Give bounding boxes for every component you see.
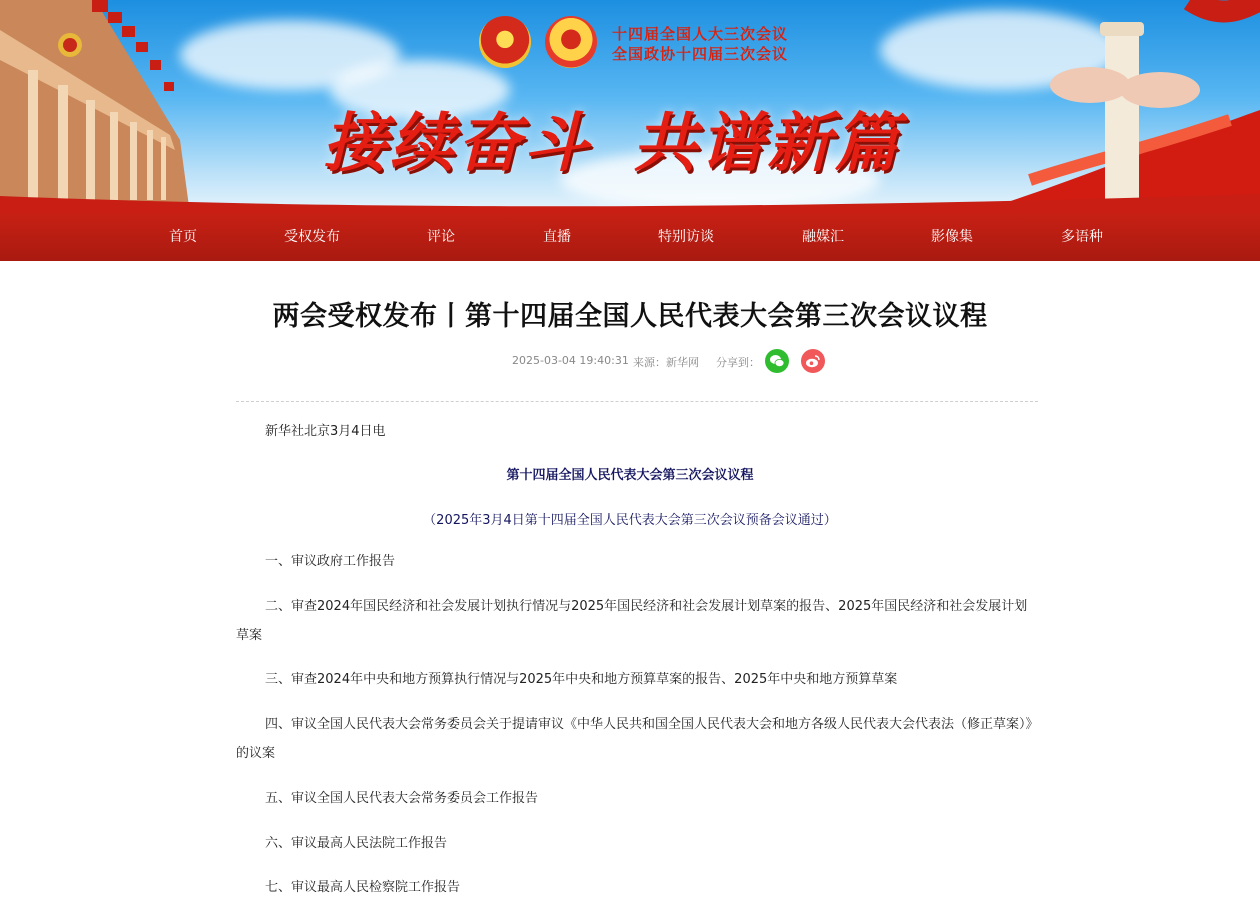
agenda-item: 四、审议全国人民代表大会常务委员会关于提请审议《中华人民共和国全国人民代表大会和地方各级人民代表大会代表法（修正草案）》的议案	[236, 717, 1033, 761]
national-emblem-icon	[479, 16, 531, 68]
publish-date: 2025-03-04 19:40:31	[512, 354, 629, 367]
nav-item-commentary[interactable]: 评论	[427, 229, 455, 245]
banner-bottom-edge	[0, 188, 1260, 214]
nav-item-multilingual[interactable]: 多语种	[1061, 229, 1103, 245]
agenda-item: 五、审议全国人民代表大会常务委员会工作报告	[265, 791, 539, 806]
nav-item-gallery[interactable]: 影像集	[931, 229, 973, 245]
cppcc-emblem-icon	[545, 16, 597, 68]
article-title: 两会受权发布丨第十四届全国人民代表大会第三次会议议程	[272, 301, 988, 332]
nav-item-media-hub[interactable]: 融媒汇	[802, 229, 844, 245]
agenda-item: 二、审查2024年国民经济和社会发展计划执行情况与2025年国民经济和社会发展计划草案的报告、2025年国民经济和社会发展计划草案	[236, 599, 1028, 643]
meeting-line-cppcc: 全国政协十四届三次会议	[612, 45, 789, 63]
meeting-line-npc: 十四届全国人大三次会议	[612, 25, 789, 43]
main-nav	[0, 214, 1260, 261]
great-hall-illustration	[0, 0, 200, 214]
agenda-subheading: （2025年3月4日第十四届全国人民代表大会第三次会议预备会议通过）	[423, 513, 837, 528]
agenda-item: 一、审议政府工作报告	[265, 554, 396, 569]
title-divider	[236, 401, 1038, 402]
dateline: 新华社北京3月4日电	[265, 424, 386, 439]
share-label: 分享到：	[716, 356, 760, 369]
nav-item-live[interactable]: 直播	[543, 229, 571, 245]
nav-item-special-interview[interactable]: 特别访谈	[658, 229, 714, 245]
nav-item-authorized-release[interactable]: 受权发布	[284, 229, 340, 245]
nav-item-home[interactable]: 首页	[169, 229, 197, 245]
slogan-part-2: 共谱新篇	[633, 107, 901, 181]
huabiao-pillar-illustration	[970, 0, 1260, 214]
agenda-item: 三、审查2024年中央和地方预算执行情况与2025年中央和地方预算草案的报告、2025年中央和地方预算草案	[265, 672, 898, 687]
agenda-item: 六、审议最高人民法院工作报告	[265, 836, 448, 851]
meeting-names	[612, 24, 788, 64]
weibo-icon[interactable]	[801, 349, 825, 373]
article-meta	[0, 349, 1260, 373]
wechat-icon[interactable]	[765, 349, 789, 373]
agenda-item: 七、审议最高人民检察院工作报告	[265, 880, 461, 895]
banner-slogan	[323, 92, 901, 184]
article-source: 来源：新华网	[633, 356, 699, 369]
header-banner	[0, 0, 1260, 214]
slogan-part-1: 接续奋斗	[323, 107, 591, 181]
agenda-heading: 第十四届全国人民代表大会第三次会议议程	[506, 468, 754, 483]
